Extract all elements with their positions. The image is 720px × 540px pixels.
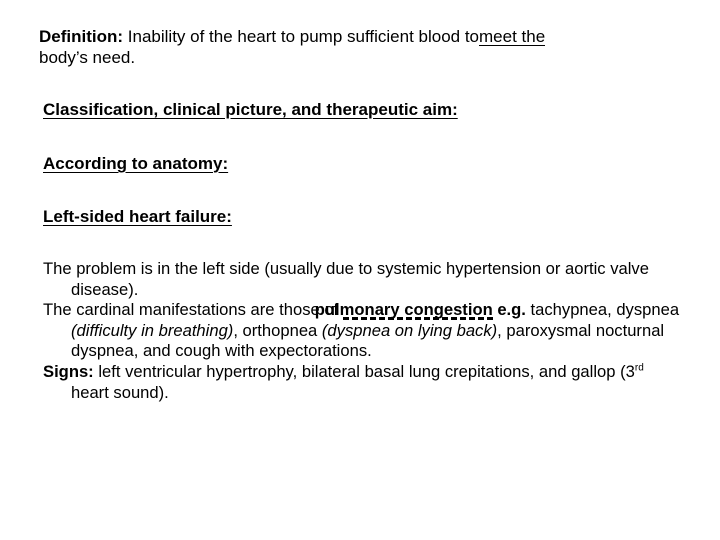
- cardinal-tachypnea-note: (difficulty in breathing): [71, 320, 234, 340]
- definition-text: Inability of the heart to pump sufficient blood to: [123, 27, 480, 46]
- paragraph-problem: The problem is in the left side (usually due to systemic hypertension or aortic valve disease).: [43, 259, 649, 299]
- definition-underlined-text: meet the: [479, 27, 546, 46]
- definition: [39, 26, 679, 68]
- cardinal-intro: The cardinal manifestations are those of: [43, 300, 343, 320]
- heading-classification: Classification, clinical picture, and therapeutic aim:: [43, 100, 458, 119]
- heading-anatomy: According to anatomy:: [43, 154, 229, 173]
- paragraph-cardinal: [43, 300, 683, 362]
- definition-label: Definition:: [39, 27, 124, 46]
- pulmonary-congestion-highlight: pulmonary congestion: [314, 300, 493, 320]
- cardinal-rest: , paroxysmal nocturnal dyspnea, and cough with expectorations.: [71, 320, 665, 361]
- paragraph-signs: [43, 362, 683, 403]
- body-text: [43, 259, 683, 403]
- cardinal-eg: e.g.: [492, 300, 526, 320]
- signs-superscript: rd: [634, 362, 644, 374]
- signs-text: left ventricular hypertrophy, bilateral basal lung crepitations, and gallop (3: [93, 361, 635, 381]
- cardinal-orthopnea-note: (dyspnea on lying back): [321, 320, 498, 340]
- cardinal-orthopnea: , orthopnea: [233, 320, 322, 340]
- cardinal-tachypnea: tachypnea, dyspnea: [525, 300, 680, 320]
- signs-end: heart sound).: [71, 382, 169, 402]
- heading-left-sided: Left-sided heart failure:: [43, 207, 232, 226]
- signs-label: Signs:: [43, 361, 94, 381]
- definition-text-end: body’s need.: [39, 48, 136, 67]
